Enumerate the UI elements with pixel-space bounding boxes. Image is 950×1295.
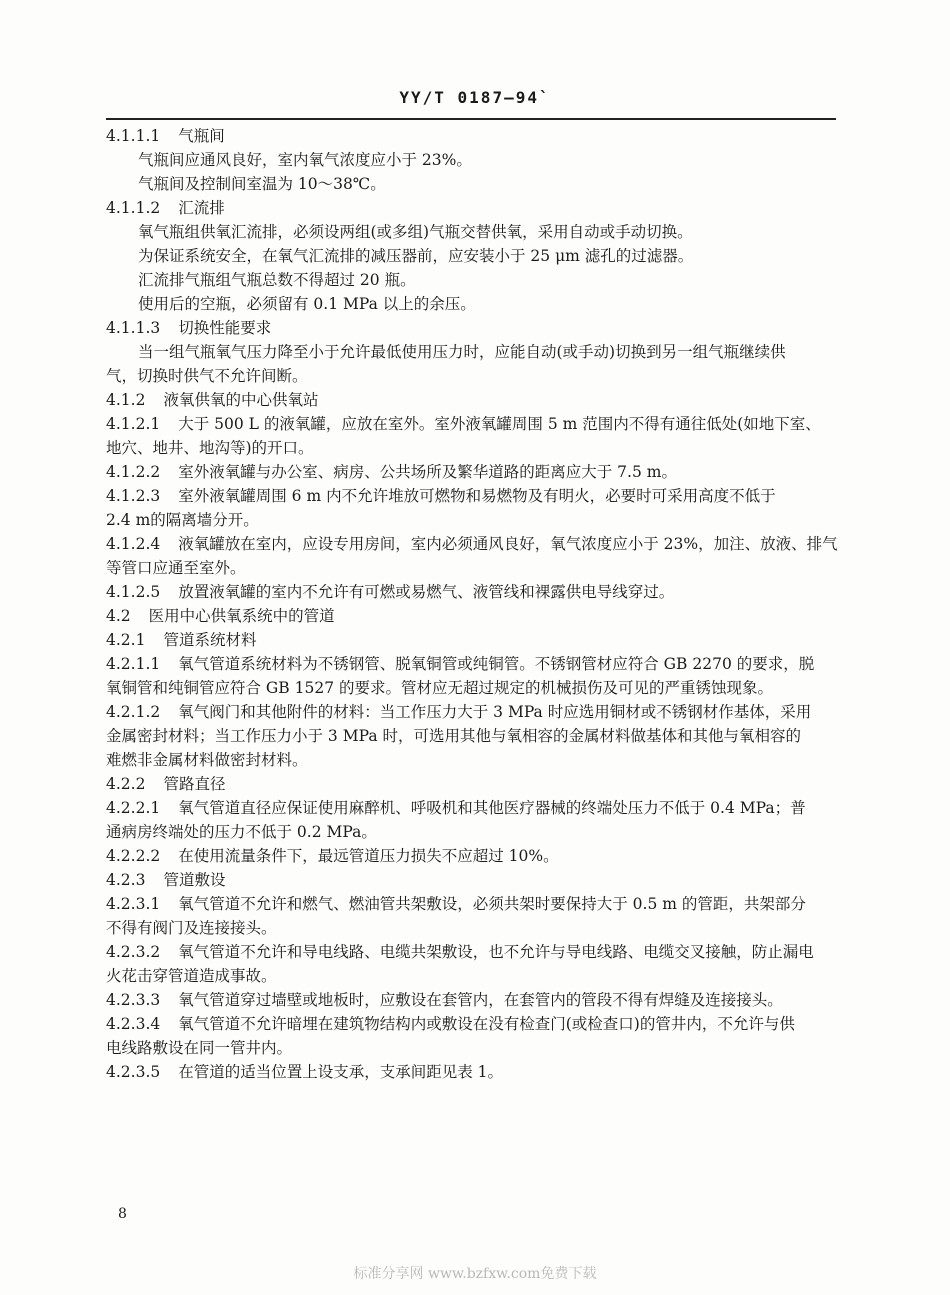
- clause-line: [106, 484, 846, 508]
- clause-number: 4.1.1.3: [106, 319, 161, 337]
- page-number: 8: [118, 1206, 127, 1222]
- paragraph-line: 气瓶间应通风良好，室内氧气浓度应小于 23%。: [138, 151, 472, 169]
- clause-number: 4.1.2.2: [106, 463, 161, 481]
- clause-number: 4.2.2.1: [106, 799, 161, 817]
- paragraph-line: 使用后的空瓶，必须留有 0.1 MPa 以上的余压。: [138, 295, 476, 313]
- clause-text: 切换性能要求: [178, 319, 272, 337]
- clause-text: 汇流排: [178, 199, 225, 217]
- clause-number: 4.1.2: [106, 391, 146, 409]
- clause-text: 氧气管道不允许暗埋在建筑物结构内或敷设在没有检查门(或检查口)的管井内，不允许与供: [178, 1015, 795, 1033]
- clause-number: 4.1.2.1: [106, 415, 161, 433]
- clause-text: 氧气阀门和其他附件的材料：当工作压力大于 3 MPa 时应选用铜材或不锈钢材作基体，采用: [178, 703, 812, 721]
- clause-line: [106, 532, 846, 556]
- clause-text: 管道敷设: [163, 871, 226, 889]
- clause-line: [106, 868, 846, 892]
- continuation-line: 通病房终端处的压力不低于 0.2 MPa。: [106, 823, 377, 841]
- clause-number: 4.2.3.3: [106, 991, 161, 1009]
- clause-text: 在管道的适当位置上设支承，支承间距见表 1。: [178, 1063, 504, 1081]
- clause-line: [106, 1060, 846, 1084]
- clause-text: 液氧供氧的中心供氧站: [163, 391, 319, 409]
- clause-number: 4.1.2.5: [106, 583, 161, 601]
- continuation-line: 火花击穿管道造成事故。: [106, 967, 277, 985]
- continuation-line: 氧铜管和纯铜管应符合 GB 1527 的要求。管材应无超过规定的机械损伤及可见的严重锈蚀现象。: [106, 679, 774, 697]
- clause-number: 4.2.1.2: [106, 703, 161, 721]
- clause-text: 氧气管道穿过墙壁或地板时，应敷设在套管内，在套管内的管段不得有焊缝及连接接头。: [178, 991, 783, 1009]
- clause-text: 室外液氧罐周围 6 m 内不允许堆放可燃物和易燃物及有明火，必要时可采用高度不低于: [178, 487, 776, 505]
- clause-number: 4.2.1.1: [106, 655, 161, 673]
- clause-number: 4.1.1.2: [106, 199, 161, 217]
- clause-text: 放置液氧罐的室内不允许有可燃或易燃气、液管线和裸露供电导线穿过。: [178, 583, 675, 601]
- header-rule: [106, 118, 836, 120]
- clause-text: 气瓶间: [178, 127, 225, 145]
- clause-text: 管道系统材料: [163, 631, 257, 649]
- clause-number: 4.2.2.2: [106, 847, 161, 865]
- clause-text: 氧气管道不允许和导电线路、电缆共架敷设，也不允许与导电线路、电缆交叉接触，防止漏电: [178, 943, 814, 961]
- clause-number: 4.1.1.1: [106, 127, 161, 145]
- clause-number: 4.2.3.5: [106, 1063, 161, 1081]
- continuation-line: 等管口应通至室外。: [106, 559, 246, 577]
- clause-line: [106, 796, 846, 820]
- paragraph-line: 汇流排气瓶组气瓶总数不得超过 20 瓶。: [138, 271, 416, 289]
- clause-number: 4.2.3: [106, 871, 146, 889]
- clause-text: 在使用流量条件下，最远管道压力损失不应超过 10%。: [178, 847, 559, 865]
- paragraph-line: 气瓶间及控制间室温为 10～38℃。: [138, 175, 386, 193]
- continuation-line: 金属密封材料；当工作压力小于 3 MPa 时，可选用其他与氧相容的金属材料做基体和其他与氧相容的: [106, 727, 801, 745]
- clause-line: [106, 628, 846, 652]
- continuation-line: 2.4 m的隔离墙分开。: [106, 511, 259, 529]
- clause-line: [106, 844, 846, 868]
- document-header: YY/T 0187—94`: [399, 88, 551, 107]
- continuation-line: 地穴、地井、地沟等)的开口。: [106, 439, 314, 457]
- clause-line: [106, 412, 846, 436]
- clause-number: 4.2: [106, 607, 131, 625]
- paragraph-line: 当一组气瓶氧气压力降至小于允许最低使用压力时，应能自动(或手动)切换到另一组气瓶继续供: [138, 343, 786, 361]
- clause-line: [106, 124, 846, 148]
- clause-line: [106, 940, 846, 964]
- clause-line: [106, 604, 846, 628]
- clause-line: [106, 316, 846, 340]
- clause-text: 管路直径: [163, 775, 226, 793]
- clause-number: 4.2.3.2: [106, 943, 161, 961]
- clause-text: 大于 500 L 的液氧罐，应放在室外。室外液氧罐周围 5 m 范围内不得有通往低处(如地下室、: [178, 415, 821, 433]
- clause-line: [106, 1012, 846, 1036]
- clause-number: 4.1.2.4: [106, 535, 161, 553]
- paragraph-line: 氧气瓶组供氧汇流排，必须设两组(或多组)气瓶交替供氧，采用自动或手动切换。: [138, 223, 693, 241]
- clause-text: 液氧罐放在室内，应设专用房间，室内必须通风良好，氧气浓度应小于 23%，加注、放液、排气: [178, 535, 838, 553]
- clause-text: 室外液氧罐与办公室、病房、公共场所及繁华道路的距离应大于 7.5 m。: [178, 463, 677, 481]
- clause-number: 4.2.3.4: [106, 1015, 161, 1033]
- continuation-line: 不得有阀门及连接接头。: [106, 919, 277, 937]
- clause-number: 4.1.2.3: [106, 487, 161, 505]
- clause-line: [106, 700, 846, 724]
- watermark: 标准分享网 www.bzfxw.com免费下载: [353, 1266, 597, 1282]
- clause-line: [106, 652, 846, 676]
- clause-line: [106, 892, 846, 916]
- clause-text: 医用中心供氧系统中的管道: [148, 607, 335, 625]
- clause-line: [106, 196, 846, 220]
- continuation-line: 气，切换时供气不允许间断。: [106, 367, 308, 385]
- clause-line: [106, 772, 846, 796]
- paragraph-line: 为保证系统安全，在氧气汇流排的减压器前，应安装小于 25 μm 滤孔的过滤器。: [138, 247, 694, 265]
- clause-line: [106, 388, 846, 412]
- continuation-line: 电线路敷设在同一管井内。: [106, 1039, 293, 1057]
- continuation-line: 难燃非金属材料做密封材料。: [106, 751, 308, 769]
- document-body: [106, 124, 846, 1084]
- clause-text: 氧气管道系统材料为不锈钢管、脱氧铜管或纯铜管。不锈钢管材应符合 GB 2270 的要求，脱: [178, 655, 815, 673]
- clause-text: 氧气管道直径应保证使用麻醉机、呼吸机和其他医疗器械的终端处压力不低于 0.4 MPa；普: [178, 799, 806, 817]
- clause-text: 氧气管道不允许和燃气、燃油管共架敷设，必须共架时要保持大于 0.5 m 的管距，共架部分: [178, 895, 806, 913]
- clause-number: 4.2.3.1: [106, 895, 161, 913]
- clause-line: [106, 460, 846, 484]
- clause-number: 4.2.1: [106, 631, 146, 649]
- clause-number: 4.2.2: [106, 775, 146, 793]
- clause-line: [106, 988, 846, 1012]
- clause-line: [106, 580, 846, 604]
